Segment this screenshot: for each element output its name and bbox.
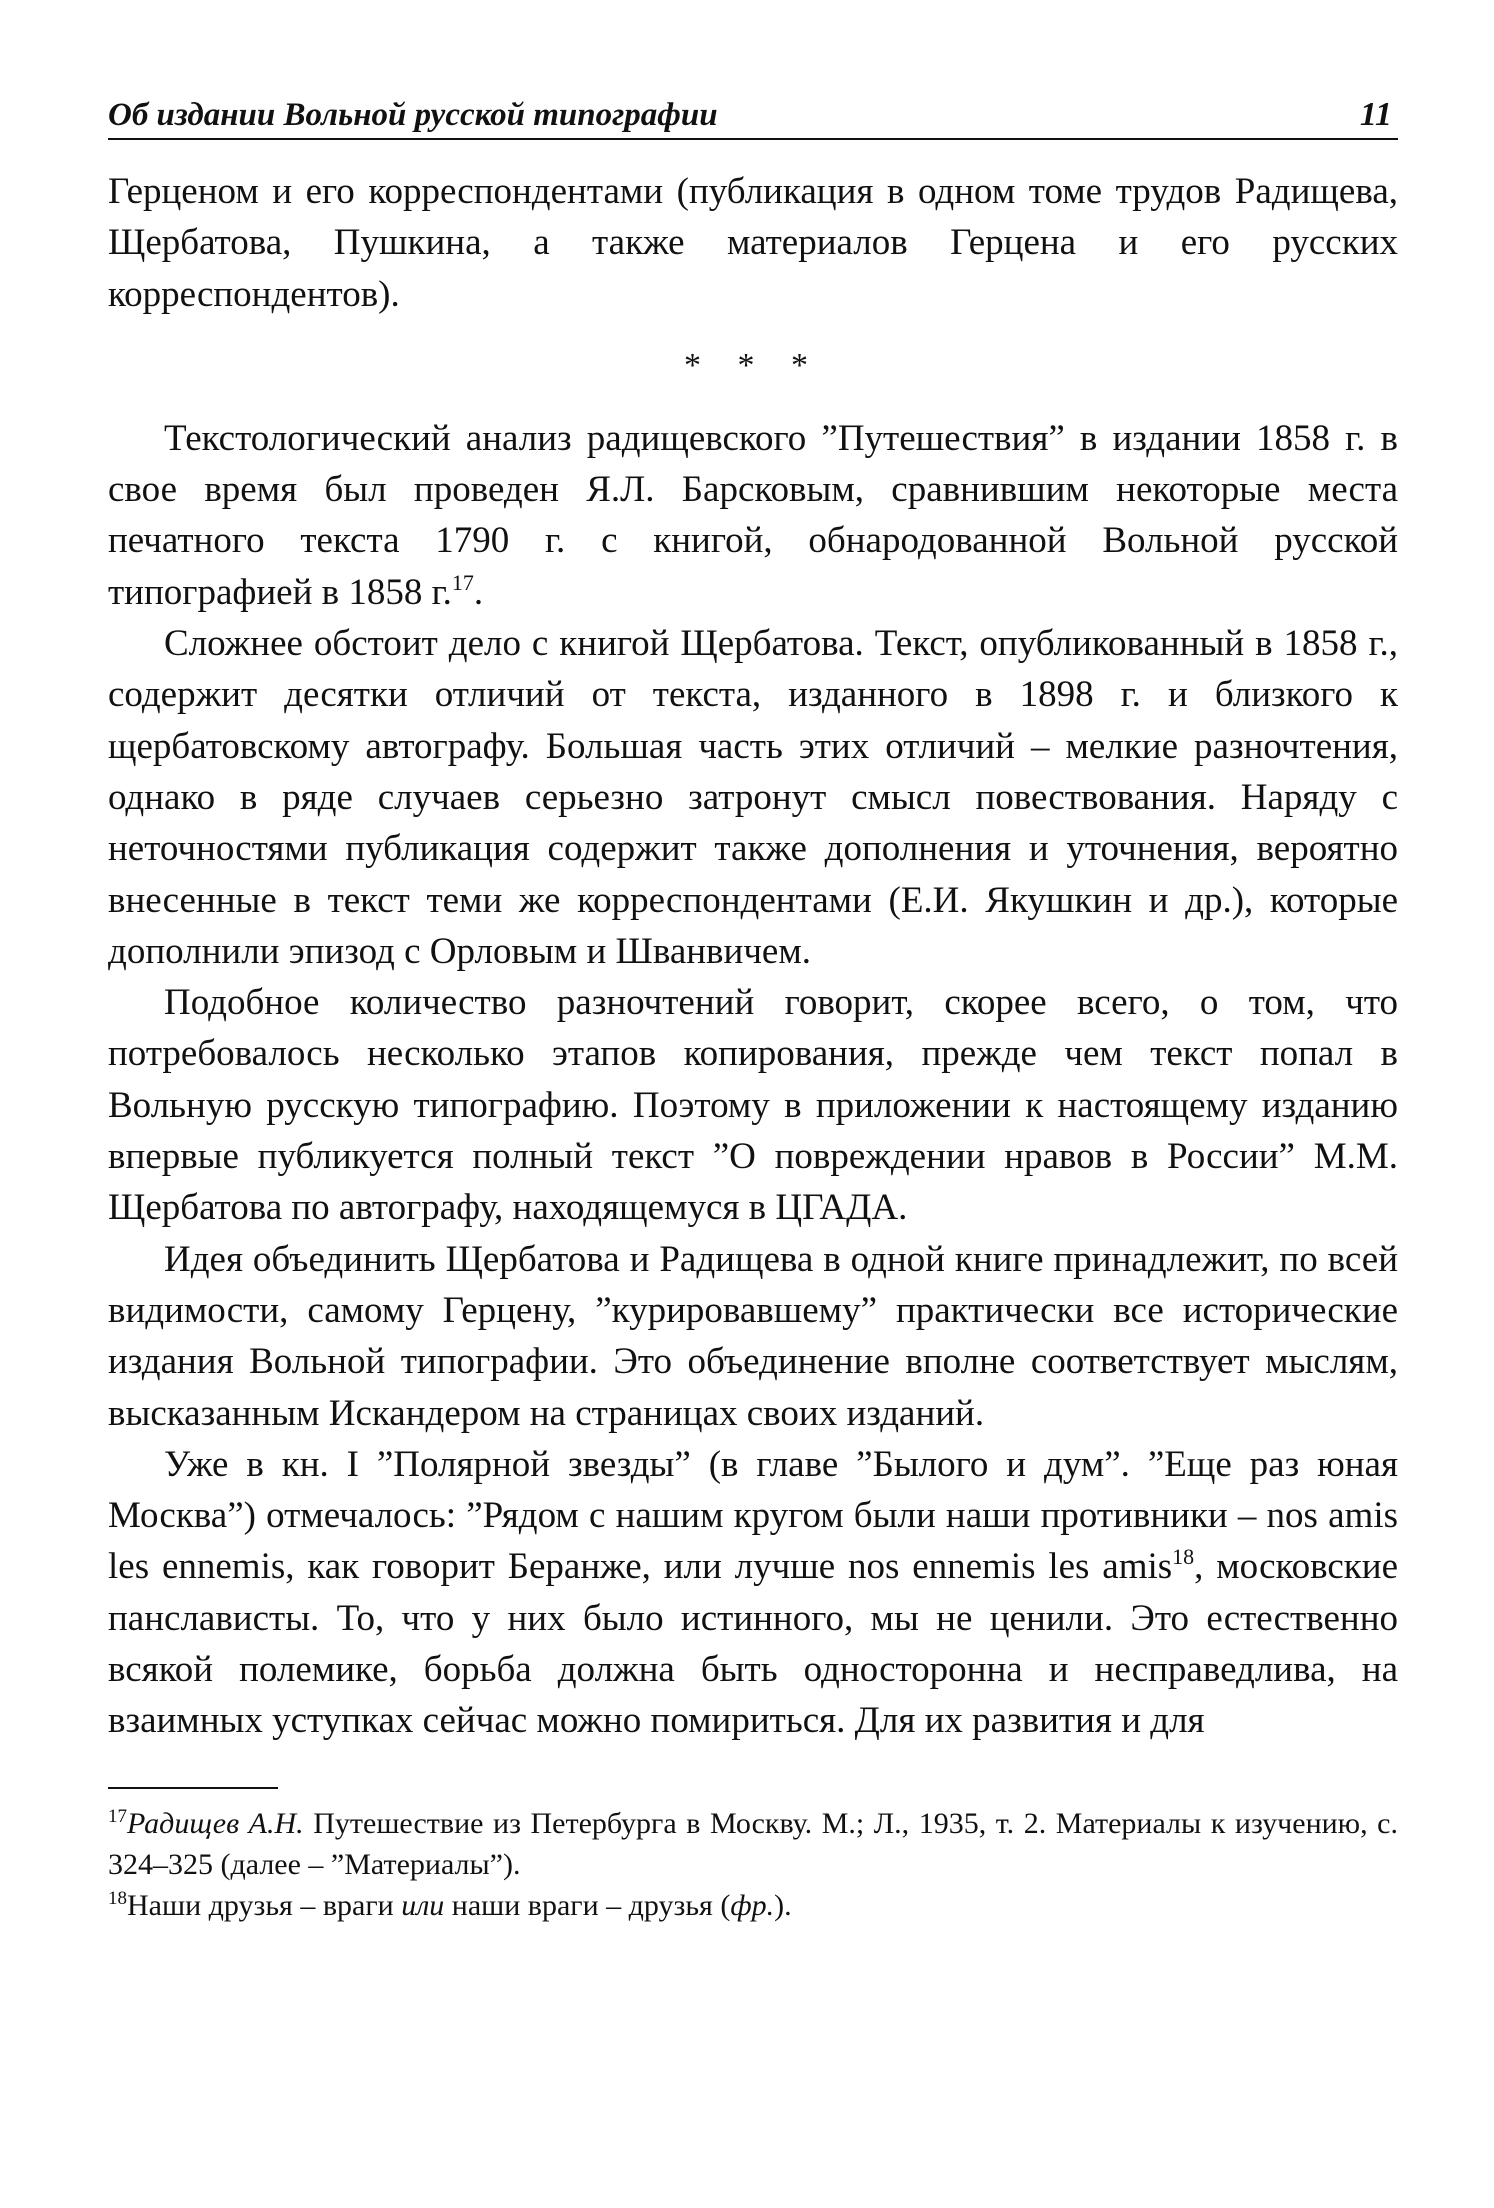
footnote-ref-18: 18 [1172, 1544, 1195, 1570]
footnote-18-text-c: ). [774, 1888, 792, 1922]
footnote-mark-18: 18 [108, 1887, 127, 1909]
book-page [108, 88, 1398, 1926]
running-header [108, 96, 1398, 140]
page-number: 11 [1359, 96, 1392, 133]
paragraph-3: Подобное количество разночтений говорит, скорее всего, о том, что потребовалось несколько этапов копирования, прежде чем текст попал в Вольную русскую типографию. Поэтому в приложении к настоящему изданию впервые публикуется полный текст ”О повреждении нравов в России” М.М. Щербатова по автографу, находящемуся в ЦГАДА. [108, 982, 1398, 1229]
paragraph-5 [108, 1439, 1398, 1747]
paragraph-continued: Герценом и его корреспондентами (публикация в одном томе трудов Радищева, Щербатова, Пушкина, а также материалов Герцена и его русских корреспондентов). [108, 171, 1398, 315]
footnote-17-text: Путешествие из Петербурга в Москву. М.; Л., 1935, т. 2. Материалы к изучению, с. 324–325 (далее – ”Материалы”). [108, 1806, 1398, 1881]
footnote-18-italic-lang: фр. [730, 1888, 775, 1922]
paragraph-2: Сложнее обстоит дело с книгой Щербатова. Текст, опубликованный в 1858 г., содержит десятки отличий от текста, изданного в 1898 г. и близкого к щербатовскому автографу. Большая часть этих отличий – мелкие разночтения, однако в ряде случаев серьезно затронут смысл повествования. Наряду с неточностями публикация содержит также дополнения и уточнения, вероятно внесенные в текст теми же корреспондентами (Е.И. Якушкин и др.), которые дополнили эпизод с Орловым и Шванвичем. [108, 623, 1398, 972]
paragraph-1 [108, 413, 1398, 618]
footnote-mark-17: 17 [108, 1805, 127, 1827]
paragraph-1-text: Текстологический анализ радищевского ”Путешествия” в издании 1858 г. в свое время был проведен Я.Л. Барсковым, сравнившим некоторые места печатного текста 1790 г. с книгой, обнародованной Вольной русской типографией в 1858 г. [108, 417, 1398, 613]
paragraph-1-end: . [473, 571, 484, 613]
section-separator: * * * [684, 346, 822, 384]
paragraph-5-text-a: Уже в кн. I ”Полярной звезды” (в главе ”Былого и дум”. ”Еще раз юная Москва”) отмечалось: ”Рядом с нашим кругом были наши противники – nos amis les ennemis, как говорит Беранже, или лучше nos ennemis les amis [108, 1443, 1398, 1588]
paragraph-5-text-b: , московские панслависты. То, что у них было истинного, мы не ценили. Это естественно всякой полемике, борьба должна быть односторонна и несправедлива, на взаимных уступках сейчас можно помириться. Для их развития и для [108, 1546, 1398, 1742]
running-title: Об издании Вольной русской типографии [108, 97, 718, 133]
footnote-18-text-a: Наши друзья – враги [127, 1888, 402, 1922]
footnote-17-author: Радищев А.Н. [127, 1806, 304, 1840]
main-text [108, 166, 1398, 1747]
footnote-18 [108, 1885, 1398, 1926]
footnotes [108, 1803, 1398, 1926]
footnote-18-text-b: наши враги – друзья ( [444, 1888, 731, 1922]
paragraph-4: Идея объединить Щербатова и Радищева в одной книге принадлежит, по всей видимости, самому Герцену, ”курировавшему” практически все исторические издания Вольной типографии. Это объединение вполне соответствует мыслям, высказанным Искандером на страницах своих изданий. [108, 1238, 1398, 1434]
footnote-ref-17: 17 [451, 569, 474, 595]
footnote-18-italic-or: или [401, 1888, 445, 1922]
footnote-divider [108, 1787, 278, 1789]
footnote-17 [108, 1803, 1398, 1885]
